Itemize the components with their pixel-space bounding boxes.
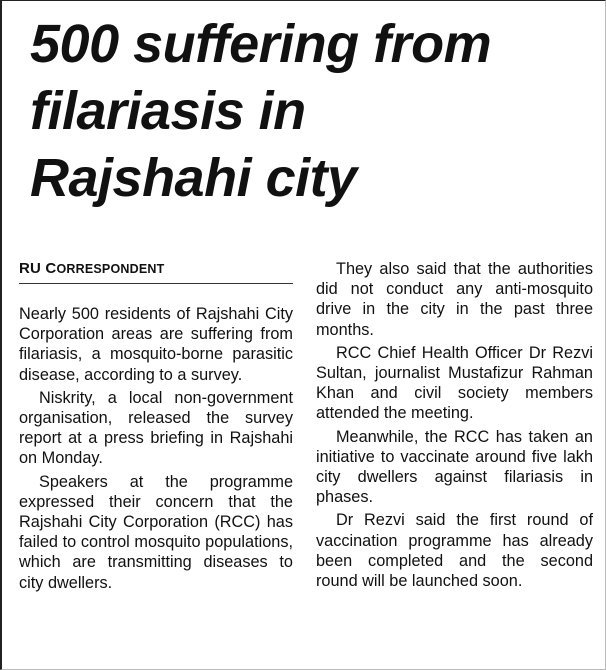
paragraph-left-1-text: Nearly 500 residents of Rajshahi City Corporation areas are suffering from filariasis, a mosquito-borne parasitic disease, according to a survey. [19, 305, 293, 384]
byline-prefix: RU C [19, 260, 57, 277]
paragraph-right-1 [316, 259, 593, 340]
headline [30, 11, 600, 212]
byline [19, 259, 293, 284]
paragraph-right-1-text: They also said that the authorities did not conduct any anti-mosquito drive in the city in the past three months. [316, 260, 593, 339]
paragraph-right-2 [316, 343, 593, 424]
paragraph-left-3 [19, 472, 293, 593]
paragraph-left-2 [19, 388, 293, 469]
paragraph-right-3-text: Meanwhile, the RCC has taken an initiative to vaccinate around five lakh city dwellers against filariasis in phases. [316, 427, 593, 507]
headline-line-3: Rajshahi city [30, 148, 357, 208]
paragraph-right-4-text: Dr Rezvi said the first round of vaccination programme has already been completed and the second round will be launched soon. [316, 511, 593, 591]
headline-line-1: 500 suffering from [30, 14, 492, 74]
byline-suffix: ORRESPONDENT [56, 262, 165, 276]
headline-line-2: filariasis in [30, 81, 306, 141]
right-column [316, 259, 593, 591]
paragraph-left-2-text: Niskrity, a local non-government organisation, released the survey report at a press briefing in Rajshahi on Monday. [19, 388, 293, 468]
paragraph-left-3-text: Speakers at the programme expressed their concern that the Rajshahi City Corporation (RCC) has failed to control mosquito populations, which are transmitting diseases to city dwellers. [19, 472, 293, 592]
paragraph-right-2-text: RCC Chief Health Officer Dr Rezvi Sultan, journalist Mustafizur Rahman Khan and civil society members attended the meeting. [316, 343, 593, 423]
paragraph-left-1 [19, 304, 293, 385]
left-column [19, 259, 293, 593]
paragraph-right-4 [316, 510, 593, 591]
paragraph-right-3 [316, 427, 593, 508]
